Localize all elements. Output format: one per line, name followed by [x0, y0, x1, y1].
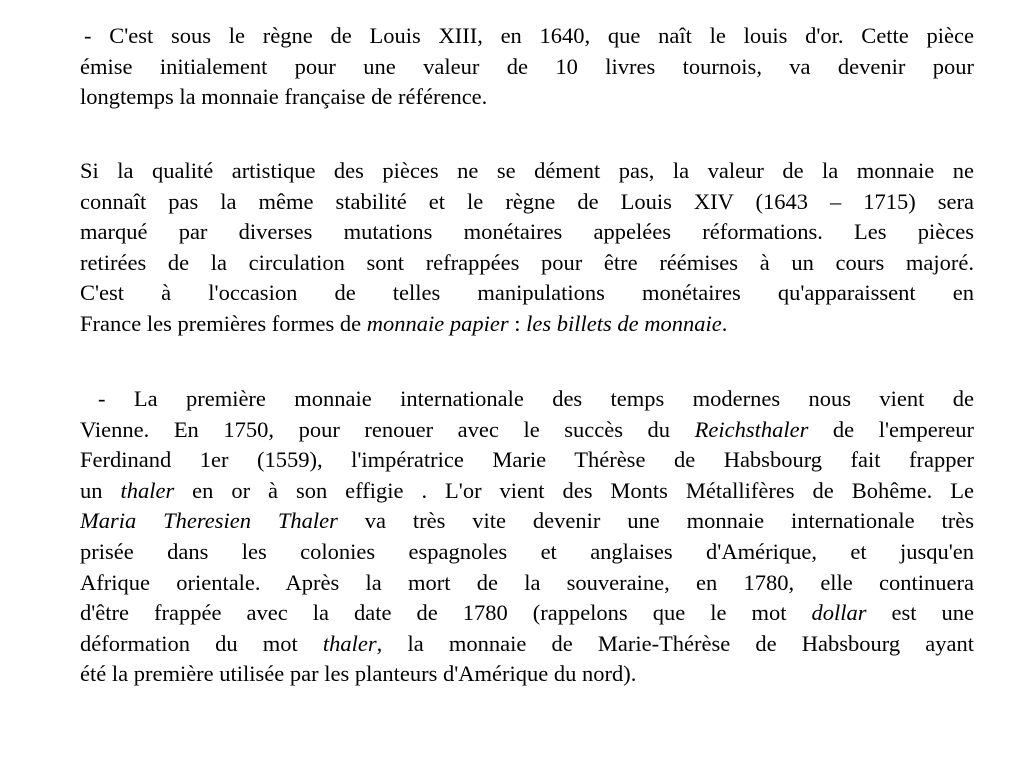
text-line	[80, 156, 974, 187]
text-line	[80, 187, 974, 218]
italic-text: Maria Theresien Thaler	[80, 508, 338, 534]
italic-text: les billets de monnaie	[526, 310, 722, 336]
text-run: , la monnaie de Marie-Thérèse de Habsbourg ayant	[376, 630, 974, 656]
text-run: marqué par diverses mutations monétaires appelées réformations. Les pièces	[80, 219, 974, 245]
text-run: longtemps la monnaie française de référence.	[80, 84, 488, 110]
text-run: d'être frappée avec la date de 1780 (rappelons que le mot	[80, 600, 812, 626]
italic-text: thaler	[120, 477, 175, 503]
text-line	[80, 384, 974, 415]
text-line	[80, 629, 974, 660]
text-run: été la première utilisée par les planteurs d'Amérique du nord).	[80, 661, 637, 687]
text-line	[80, 21, 974, 52]
text-line	[80, 659, 974, 690]
italic-text: dollar	[811, 600, 867, 626]
text-line	[80, 248, 974, 279]
text-run: Ferdinand 1er (1559), l'impératrice Marie Thérèse de Habsbourg fait frapper	[80, 447, 974, 473]
text-run: C'est à l'occasion de telles manipulations monétaires qu'apparaissent en	[80, 280, 974, 306]
text-run: connaît pas la même stabilité et le règne de Louis XIV (1643 – 1715) sera	[80, 188, 974, 214]
text-run: Vienne. En 1750, pour renouer avec le succès du	[80, 416, 695, 442]
text-run: de l'empereur	[808, 416, 974, 442]
paragraph-louis-dor	[80, 21, 974, 113]
text-line	[80, 476, 974, 507]
text-run: retirées de la circulation sont refrappées pour être réémises à un cours majoré.	[80, 249, 974, 275]
text-line	[80, 309, 974, 340]
text-line	[80, 445, 974, 476]
text-run: en or à son effigie . L'or vient des Monts Métallifères de Bohême. Le	[174, 477, 974, 503]
text-run: Si la qualité artistique des pièces ne se dément pas, la valeur de la monnaie ne	[80, 158, 974, 183]
text-line	[80, 278, 974, 309]
text-line	[80, 82, 974, 113]
text-line	[80, 537, 974, 568]
text-run: - C'est sous le règne de Louis XIII, en 1640, que naît le louis d'or. Cette pièce	[84, 23, 974, 48]
text-line	[80, 415, 974, 446]
text-run: est une	[866, 600, 974, 626]
text-line	[80, 52, 974, 83]
text-line	[80, 568, 974, 599]
italic-text: Reichsthaler	[694, 416, 809, 442]
italic-text: thaler	[322, 630, 377, 656]
paragraph-louis-xiv-mutations	[80, 156, 974, 340]
text-run: .	[721, 310, 728, 336]
text-run: :	[508, 310, 527, 336]
text-run: déformation du mot	[80, 630, 323, 656]
text-line	[80, 506, 974, 537]
text-run: France les premières formes de	[80, 310, 367, 336]
text-run: Afrique orientale. Après la mort de la souveraine, en 1780, elle continuera	[80, 569, 974, 595]
paragraph-maria-theresien-thaler	[80, 384, 974, 690]
text-run: émise initialement pour une valeur de 10 livres tournois, va devenir pour	[80, 53, 974, 79]
text-run: - La première monnaie internationale des temps modernes nous vient de	[98, 386, 974, 411]
italic-text: monnaie papier	[366, 310, 509, 336]
text-run: va très vite devenir une monnaie internationale très	[337, 508, 974, 534]
text-run: un	[80, 477, 121, 503]
text-run: prisée dans les colonies espagnoles et anglaises d'Amérique, et jusqu'en	[80, 538, 974, 564]
text-line	[80, 598, 974, 629]
text-line	[80, 217, 974, 248]
